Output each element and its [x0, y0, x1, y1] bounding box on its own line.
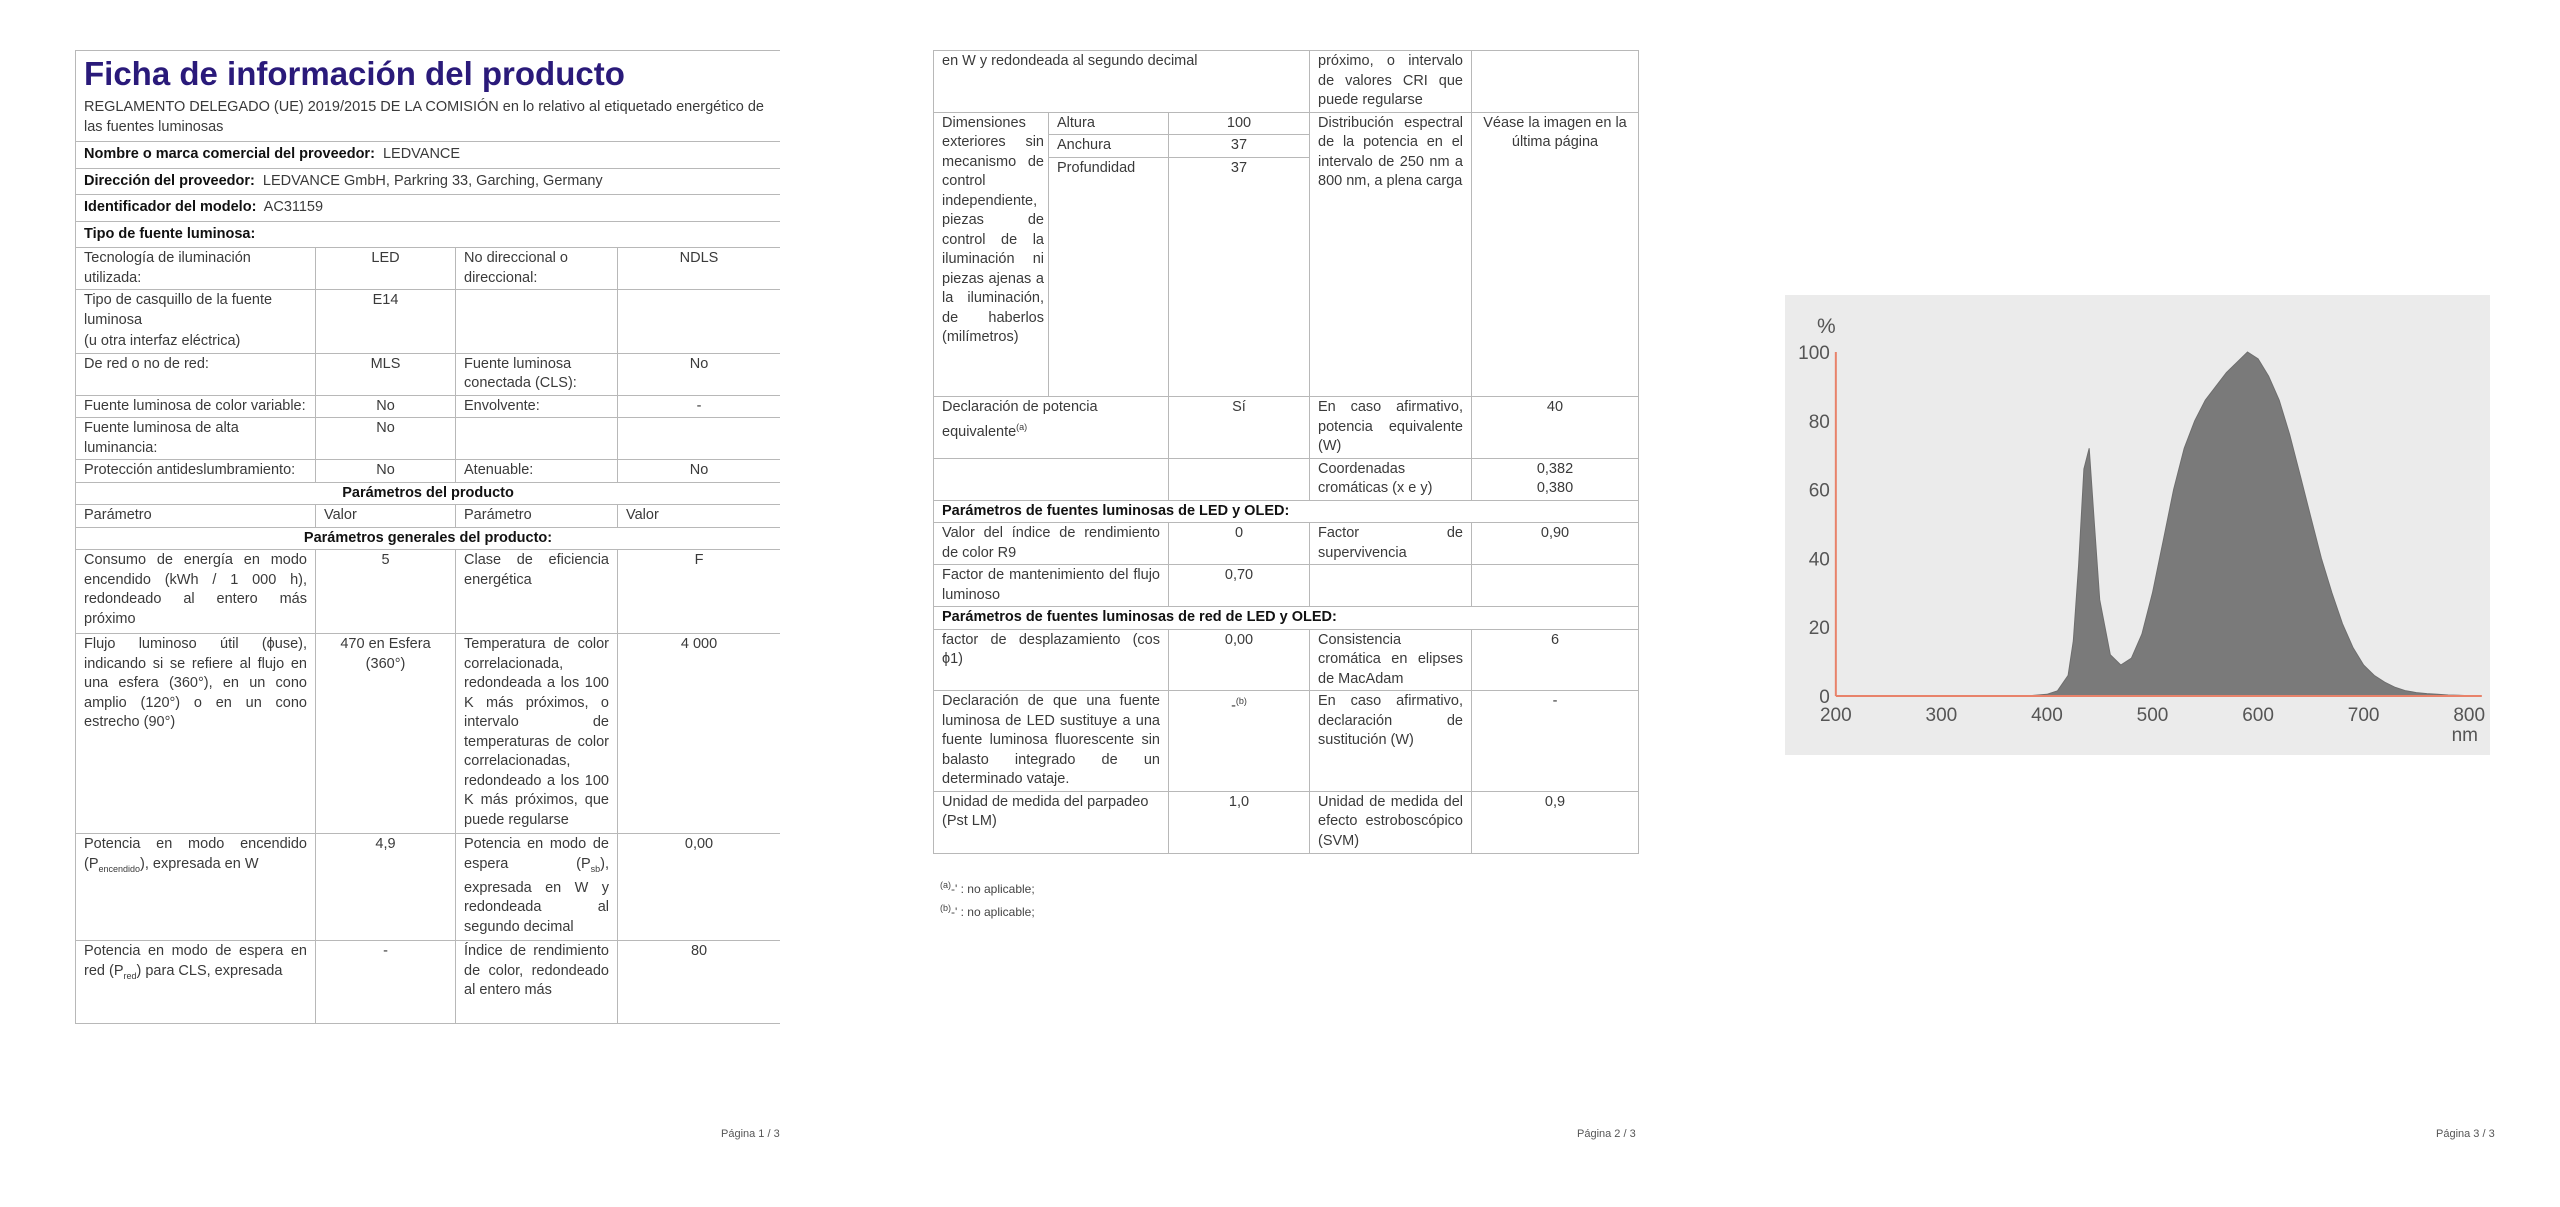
- page-2-number: Página 2 / 3: [1577, 1128, 1636, 1140]
- col-value-1: Valor: [316, 505, 456, 528]
- page-3-number: Página 3 / 3: [2436, 1128, 2495, 1140]
- stroboscopic-label: Unidad de medida del efecto estroboscópico (SVM): [1310, 791, 1472, 853]
- energy-value: 5: [316, 550, 456, 634]
- col-param-2: Parámetro: [456, 505, 618, 528]
- high-luminance-label: Fuente luminosa de alta luminancia:: [76, 418, 316, 460]
- general-params-heading: Parámetros generales del producto:: [76, 527, 781, 550]
- glare-label: Protección antideslumbramiento:: [76, 460, 316, 483]
- footnote-a: [940, 880, 1035, 896]
- chroma-y-value: 0,380: [1536, 480, 1574, 496]
- colour-value: No: [316, 395, 456, 418]
- on-power-label-b: ), expresada en W: [140, 855, 259, 872]
- model-label: Identificador del modelo:: [84, 199, 257, 215]
- equiv-watt-value: 40: [1472, 397, 1639, 459]
- col-param-1: Parámetro: [76, 505, 316, 528]
- survival-label: Factor de supervivencia: [1310, 523, 1472, 565]
- cct-value: 4 000: [618, 634, 781, 834]
- cls-value: No: [618, 353, 781, 395]
- height-value: 100: [1169, 112, 1310, 135]
- mains-label: De red o no de red:: [76, 353, 316, 395]
- equiv-value: Sí: [1169, 397, 1310, 459]
- mains-led-params-heading: Parámetros de fuentes luminosas de red de LED y OLED:: [934, 607, 1639, 630]
- energy-label: Consumo de energía en modo encendido (kWh / 1 000 h), redondeado al entero más próximo: [76, 550, 316, 634]
- width-label: Anchura: [1049, 135, 1169, 158]
- cap-sub-label: (u otra interfaz eléctrica): [84, 333, 241, 349]
- spectral-distribution-chart: [1785, 295, 2490, 755]
- product-info-table: [75, 50, 780, 1024]
- page-3: [1706, 0, 2560, 1207]
- retrofit-watt-value: -: [1472, 691, 1639, 792]
- x-tick-label: 200: [1819, 705, 1852, 726]
- footnote-b: [940, 903, 1035, 919]
- cls-label: Fuente luminosa conectada (CLS):: [456, 353, 618, 395]
- x-tick-label: 600: [2242, 705, 2274, 726]
- supplier-value: LEDVANCE: [382, 146, 461, 162]
- col-value-2: Valor: [618, 505, 781, 528]
- x-tick-label: 300: [1925, 705, 1958, 726]
- dimmable-label: Atenuable:: [456, 460, 618, 483]
- standby-label-a: Potencia en modo de espera (P: [464, 836, 609, 872]
- colour-label: Fuente luminosa de color variable:: [76, 395, 316, 418]
- r9-value: 0: [1169, 523, 1310, 565]
- macadam-label: Consistencia cromática en elipses de MacAdam: [1310, 629, 1472, 691]
- maintenance-value: 0,70: [1169, 565, 1310, 607]
- maintenance-label: Factor de mantenimiento del flujo luminoso: [934, 565, 1169, 607]
- retrofit-sup: (b): [1235, 696, 1247, 706]
- retrofit-value: -: [1231, 697, 1236, 714]
- y-tick-label: 60: [1808, 480, 1830, 502]
- y-tick-label: 100: [1798, 343, 1830, 364]
- on-power-label-sub: encendido: [98, 863, 141, 874]
- net-standby-label-a: Potencia en modo de espera en red (P: [84, 943, 307, 979]
- envelope-label: Envolvente:: [456, 395, 618, 418]
- net-standby-label-b: ) para CLS, expresada: [136, 962, 283, 979]
- flicker-label: Unidad de medida del parpadeo (Pst LM): [934, 791, 1169, 853]
- directional-label: No direccional o direccional:: [456, 248, 618, 290]
- cap-value: E14: [316, 290, 456, 354]
- continued-right-text: próximo, o intervalo de valores CRI que puede regularse: [1310, 51, 1472, 113]
- standby-label-sub: sb: [590, 863, 601, 874]
- footnote-a-marker: (a): [940, 880, 951, 890]
- y-tick-label: 0: [1819, 687, 1830, 708]
- y-axis-label: %: [1817, 315, 1836, 338]
- envelope-value: -: [618, 395, 781, 418]
- address-value: LEDVANCE GmbH, Parkring 33, Garching, Germany: [262, 172, 603, 189]
- cri-label: Índice de rendimiento de color, redondeado al entero más: [456, 941, 618, 1024]
- equiv-watt-label: En caso afirmativo, potencia equivalente (W): [1310, 397, 1472, 459]
- page-1-table-clip: [75, 50, 780, 1117]
- page-title: Ficha de información del producto: [84, 55, 625, 92]
- energy-class-value: F: [618, 550, 781, 634]
- standby-value: 0,00: [618, 834, 781, 941]
- x-tick-label: 500: [2136, 705, 2169, 726]
- page-2: [853, 0, 1706, 1207]
- macadam-value: 6: [1472, 629, 1639, 691]
- x-tick-label: 400: [2031, 705, 2063, 726]
- regulation-text: REGLAMENTO DELEGADO (UE) 2019/2015 DE LA COMISIÓN en lo relativo al etiquetado energético de las fuentes luminosas: [84, 99, 764, 135]
- x-tick-label: 700: [2347, 705, 2380, 726]
- page-1: [0, 0, 853, 1207]
- page-2-table-clip: [933, 50, 1640, 890]
- dimensions-label: Dimensiones exteriores sin mecanismo de control independiente, piezas de control de la iluminación ni piezas ajenas a la iluminación, de haberlos (milímetros): [934, 112, 1049, 397]
- energy-class-label: Clase de eficiencia energética: [456, 550, 618, 634]
- params-heading: Parámetros del producto: [76, 482, 781, 505]
- led-params-heading: Parámetros de fuentes luminosas de LED y OLED:: [934, 500, 1639, 523]
- high-luminance-value: No: [316, 418, 456, 460]
- spd-value: Véase la imagen en la última página: [1472, 112, 1639, 397]
- equiv-label: Declaración de potencia equivalente: [942, 399, 1098, 440]
- product-info-table-continued: [933, 50, 1639, 854]
- flux-value: 470 en Esfera (360°): [316, 634, 456, 834]
- retrofit-watt-label: En caso afirmativo, declaración de sustitución (W): [1310, 691, 1472, 792]
- equiv-sup: (a): [1016, 421, 1028, 432]
- flicker-value: 1,0: [1169, 791, 1310, 853]
- tech-value: LED: [316, 248, 456, 290]
- x-tick-label: 800: [2453, 705, 2486, 726]
- footnote-b-text: -' : no aplicable;: [951, 905, 1035, 919]
- on-power-label-a: Potencia en modo encendido (P: [84, 836, 307, 872]
- r9-label: Valor del índice de rendimiento de color R9: [934, 523, 1169, 565]
- footnote-b-marker: (b): [940, 903, 951, 913]
- y-tick-label: 80: [1808, 411, 1830, 433]
- model-value: AC31159: [263, 199, 324, 215]
- chroma-label: Coordenadas cromáticas (x e y): [1310, 458, 1472, 500]
- continued-left-text: en W y redondeada al segundo decimal: [934, 51, 1310, 113]
- net-standby-value: -: [316, 941, 456, 1024]
- cri-value: 80: [618, 941, 781, 1024]
- depth-label: Profundidad: [1049, 157, 1169, 179]
- cct-label: Temperatura de color correlacionada, redondeada a los 100 K más próximos, o intervalo de temperaturas de color correlacionadas, redondeado a los 100 K más próximos, que puede regularse: [456, 634, 618, 834]
- depth-value: 37: [1169, 157, 1310, 179]
- tech-label: Tecnología de iluminación utilizada:: [76, 248, 316, 290]
- displacement-value: 0,00: [1169, 629, 1310, 691]
- width-value: 37: [1169, 135, 1310, 158]
- y-tick-label: 20: [1808, 618, 1830, 640]
- glare-value: No: [316, 460, 456, 483]
- height-label: Altura: [1049, 112, 1169, 135]
- displacement-label: factor de desplazamiento (cos ϕ1): [934, 629, 1169, 691]
- cap-label: Tipo de casquillo de la fuente luminosa: [84, 292, 273, 328]
- spd-label: Distribución espectral de la potencia en el intervalo de 250 nm a 800 nm, a plena carga: [1310, 112, 1472, 397]
- footnote-a-text: -' : no aplicable;: [951, 882, 1035, 896]
- flux-label: Flujo luminoso útil (ϕuse), indicando si se refiere al flujo en una esfera (360°), en un cono amplio (120°) o en un cono estrecho (90°): [76, 634, 316, 834]
- x-axis-label: nm: [2451, 725, 2478, 746]
- retrofit-label: Declaración de que una fuente luminosa de LED sustituye a una fuente luminosa fluorescente sin balasto integrado de un determinado vataje.: [934, 691, 1169, 792]
- stroboscopic-value: 0,9: [1472, 791, 1639, 853]
- survival-value: 0,90: [1472, 523, 1639, 565]
- page-1-number: Página 1 / 3: [721, 1128, 780, 1140]
- mains-value: MLS: [316, 353, 456, 395]
- directional-value: NDLS: [618, 248, 781, 290]
- address-label: Dirección del proveedor:: [84, 172, 255, 189]
- supplier-label: Nombre o marca comercial del proveedor:: [84, 146, 375, 162]
- dimmable-value: No: [618, 460, 781, 483]
- y-tick-label: 40: [1808, 549, 1830, 571]
- source-type-heading: Tipo de fuente luminosa:: [84, 225, 256, 242]
- chroma-x-value: 0,382: [1536, 460, 1574, 477]
- net-standby-label-sub: red: [123, 970, 137, 981]
- on-power-value: 4,9: [316, 834, 456, 941]
- standby-label-b: ), expresada en W y redondeada al segundo decimal: [464, 855, 609, 935]
